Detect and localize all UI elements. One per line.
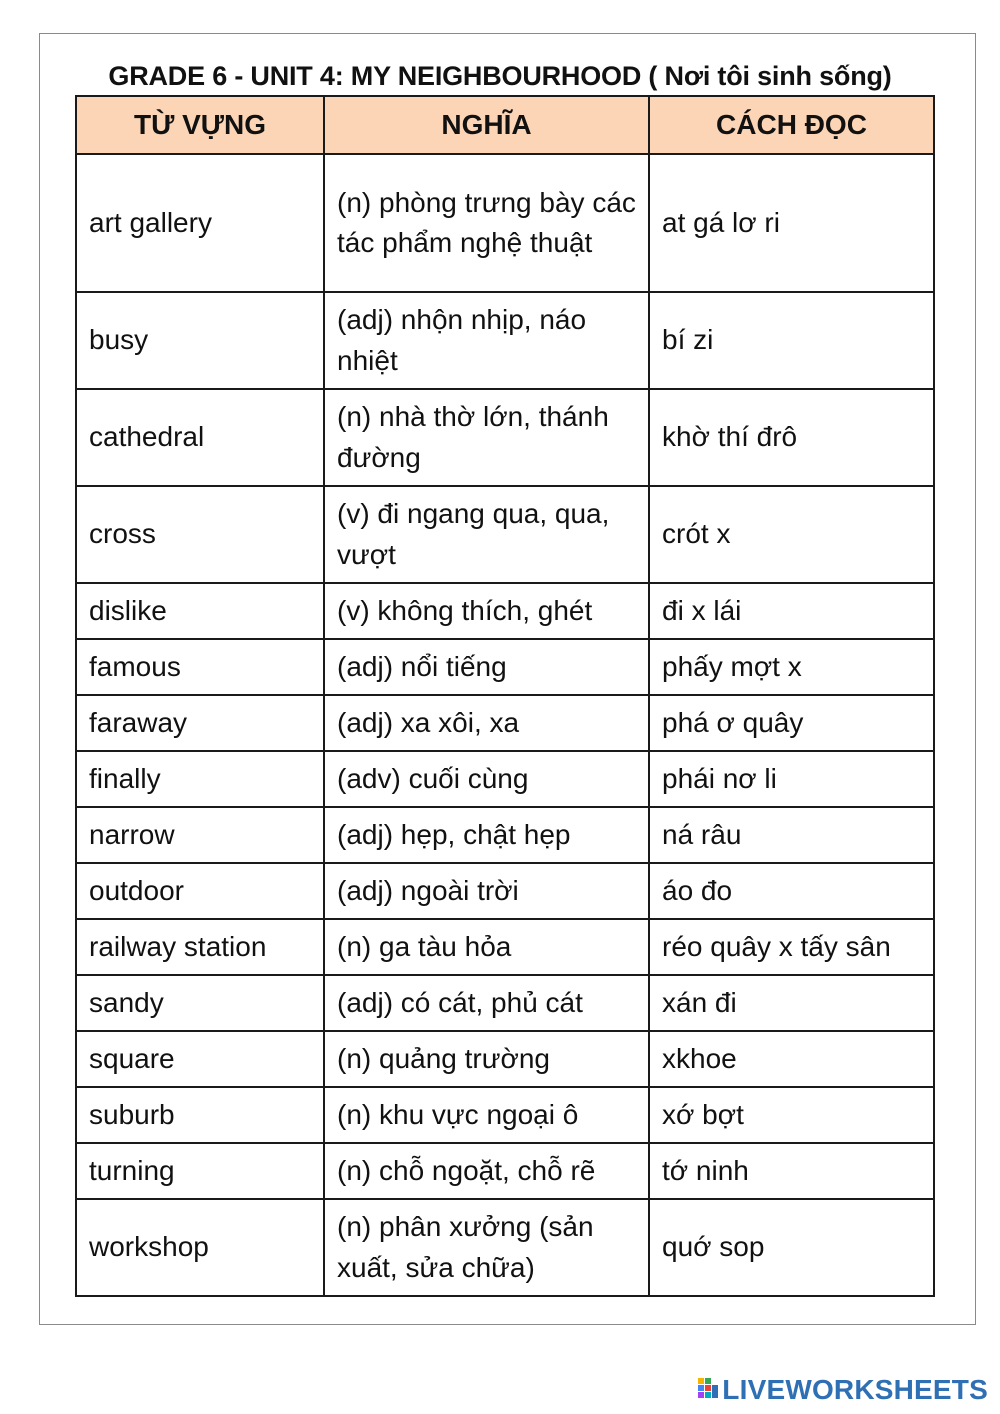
word-cell: square [76,1031,324,1087]
pronunciation-cell: xkhoe [649,1031,934,1087]
liveworksheets-wordmark: LIVEWORKSHEETS [722,1374,988,1405]
meaning-cell: (n) ga tàu hỏa [324,919,649,975]
table-row [76,863,934,919]
pronunciation-cell: ná râu [649,807,934,863]
table-row [76,1143,934,1199]
table-row [76,1199,934,1296]
pronunciation-cell: phấy mợt x [649,639,934,695]
table-row [76,1087,934,1143]
meaning-cell: (v) không thích, ghét [324,583,649,639]
meaning-cell: (adj) hẹp, chật hẹp [324,807,649,863]
meaning-cell: (n) quảng trường [324,1031,649,1087]
word-cell: workshop [76,1199,324,1296]
table-row [76,1031,934,1087]
table-row [76,919,934,975]
table-row [76,154,934,292]
meaning-cell: (adj) xa xôi, xa [324,695,649,751]
word-cell: outdoor [76,863,324,919]
worksheet-title: GRADE 6 - UNIT 4: MY NEIGHBOURHOOD ( Nơi tôi sinh sống) [108,61,892,91]
word-cell: cross [76,486,324,583]
liveworksheets-branding[interactable] [697,1372,988,1408]
word-cell: faraway [76,695,324,751]
table-header-row [76,96,934,154]
word-cell: sandy [76,975,324,1031]
word-cell: suburb [76,1087,324,1143]
pronunciation-cell: at gá lơ ri [649,154,934,292]
meaning-cell: (adj) ngoài trời [324,863,649,919]
table-row [76,751,934,807]
word-cell: finally [76,751,324,807]
meaning-cell: (adj) nổi tiếng [324,639,649,695]
word-cell: art gallery [76,154,324,292]
pronunciation-cell: crót x [649,486,934,583]
pronunciation-cell: phái nơ li [649,751,934,807]
table-row [76,695,934,751]
table-row [76,583,934,639]
meaning-cell: (n) chỗ ngoặt, chỗ rẽ [324,1143,649,1199]
table-row [76,486,934,583]
meaning-cell: (adj) có cát, phủ cát [324,975,649,1031]
vocabulary-table [75,95,935,1297]
pronunciation-cell: khờ thí đrô [649,389,934,486]
word-cell: narrow [76,807,324,863]
pronunciation-cell: đi x lái [649,583,934,639]
pronunciation-cell: xớ bợt [649,1087,934,1143]
word-cell: railway station [76,919,324,975]
table-row [76,975,934,1031]
meaning-cell: (adv) cuối cùng [324,751,649,807]
pronunciation-cell: quớ sop [649,1199,934,1296]
word-cell: cathedral [76,389,324,486]
pronunciation-cell: áo đo [649,863,934,919]
meaning-cell: (adj) nhộn nhịp, náo nhiệt [324,292,649,389]
table-row [76,292,934,389]
word-cell: turning [76,1143,324,1199]
word-cell: dislike [76,583,324,639]
pronunciation-cell: xán đi [649,975,934,1031]
meaning-cell: (v) đi ngang qua, qua, vượt [324,486,649,583]
meaning-cell: (n) khu vực ngoại ô [324,1087,649,1143]
table-row [76,639,934,695]
column-header-pronunciation: CÁCH ĐỌC [649,96,934,154]
column-header-word: TỪ VỰNG [76,96,324,154]
meaning-cell: (n) phòng trưng bày các tác phẩm nghệ thuật [324,154,649,292]
meaning-cell: (n) nhà thờ lớn, thánh đường [324,389,649,486]
meaning-cell: (n) phân xưởng (sản xuất, sửa chữa) [324,1199,649,1296]
word-cell: famous [76,639,324,695]
table-row [76,807,934,863]
liveworksheets-logo-icon [697,1377,719,1403]
pronunciation-cell: phá ơ quây [649,695,934,751]
pronunciation-cell: réo quây x tấy sân [649,919,934,975]
pronunciation-cell: bí zi [649,292,934,389]
column-header-meaning: NGHĨA [324,96,649,154]
table-row [76,389,934,486]
pronunciation-cell: tớ ninh [649,1143,934,1199]
word-cell: busy [76,292,324,389]
